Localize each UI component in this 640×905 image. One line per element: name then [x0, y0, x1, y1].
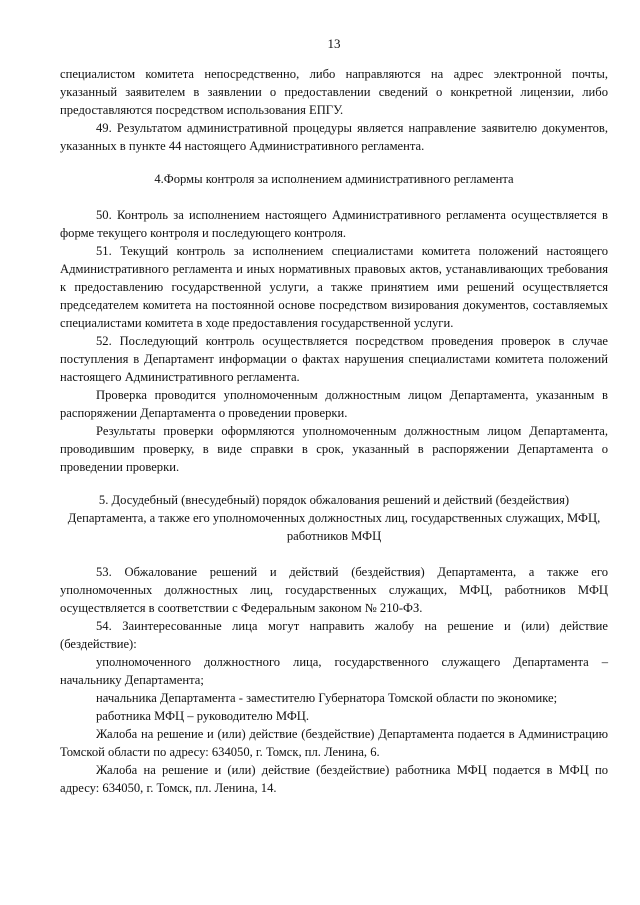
section-4-heading: 4.Формы контроля за исполнением административного регламента [154, 172, 514, 186]
list-item-official: уполномоченного должностного лица, государственного служащего Департамента – начальнику Департамента; [60, 655, 608, 687]
paragraph-54: 54. Заинтересованные лица могут направить жалобу на решение и (или) действие (бездействие): [60, 619, 608, 651]
paragraph-53: 53. Обжалование решений и действий (бездействия) Департамента, а также его уполномоченных должностных лиц, государственных служащих, МФЦ, работников МФЦ осуществляется в соответствии с Федеральным законом № 210-ФЗ. [60, 565, 608, 615]
paragraph-inspection-results: Результаты проверки оформляются уполномоченным должностным лицом Департамента, проводившим проверку, в виде справки в срок, указанный в распоряжении Департамента о проведении проверки. [60, 424, 608, 474]
list-item-department-head: начальника Департамента - заместителю Губернатора Томской области по экономике; [96, 691, 558, 705]
paragraph-complaint-department: Жалоба на решение и (или) действие (бездействие) Департамента подается в Администрацию Томской области по адресу: 634050, г. Томск, пл. Ленина, 6. [60, 727, 608, 759]
list-item-mfc-worker: работника МФЦ – руководителю МФЦ. [96, 709, 310, 723]
paragraph-51: 51. Текущий контроль за исполнением специалистами комитета положений настоящего Административного регламента и иных нормативных правовых актов, устанавливающих требования к предоставлению государственной услуги, а также принятием ими решений осуществляется председателем комитета на постоянной основе посредством визирования документов, составляемых специалистами комитета в ходе предоставления государственной услуги. [60, 244, 608, 330]
paragraph-52: 52. Последующий контроль осуществляется посредством проведения проверок в случае поступления в Департамент информации о фактах нарушения специалистами комитета положений настоящего Административного регламента. [60, 334, 608, 384]
paragraph-continued: специалистом комитета непосредственно, либо направляются на адрес электронной почты, указанный заявителем в заявлении о предоставлении сведений о конкретной лицензии, либо предоставляются посредством использования ЕПГУ. [60, 67, 608, 117]
paragraph-inspection: Проверка проводится уполномоченным должностным лицом Департамента, указанным в распоряжении Департамента о проведении проверки. [60, 388, 608, 420]
section-5-heading: 5. Досудебный (внесудебный) порядок обжалования решений и действий (бездействия) Департамента, а также его уполномоченных должностных лиц, государственных служащих, МФЦ, работников МФЦ [67, 493, 601, 543]
page-number: 13 [327, 36, 341, 51]
paragraph-complaint-mfc: Жалоба на решение и (или) действие (бездействие) работника МФЦ подается в МФЦ по адресу: 634050, г. Томск, пл. Ленина, 14. [60, 763, 608, 795]
page-content [60, 65, 608, 797]
paragraph-50: 50. Контроль за исполнением настоящего Административного регламента осуществляется в форме текущего контроля и последующего контроля. [60, 208, 608, 240]
document-page [60, 0, 608, 905]
paragraph-49: 49. Результатом административной процедуры является направление заявителю документов, указанных в пункте 44 настоящего Административного регламента. [60, 121, 608, 153]
